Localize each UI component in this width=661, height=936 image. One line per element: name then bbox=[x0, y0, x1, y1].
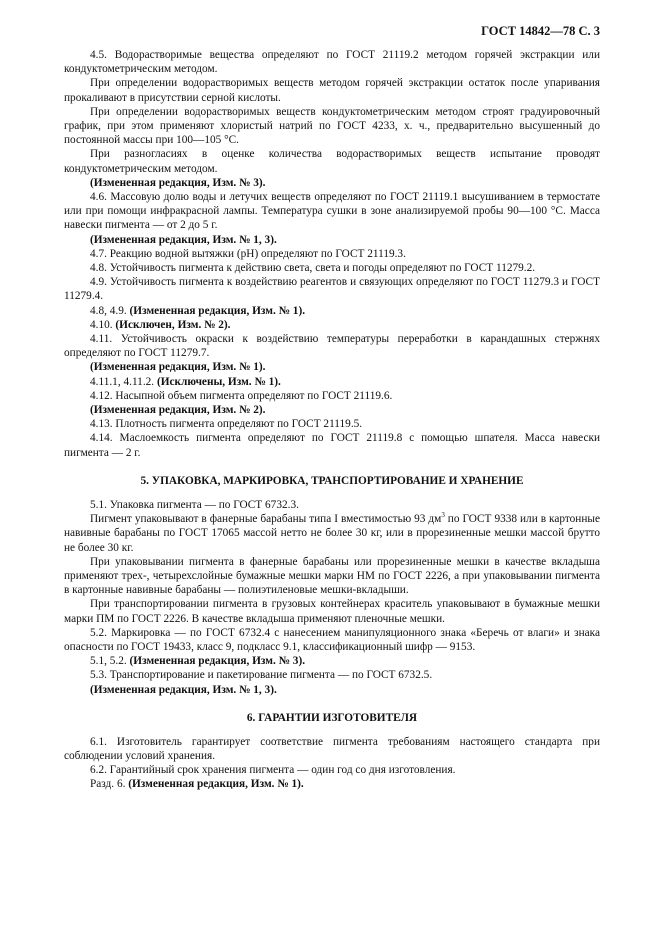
page-header: ГОСТ 14842—78 С. 3 bbox=[481, 24, 600, 38]
excluded-note: (Исключен, Изм. № 2). bbox=[115, 318, 231, 331]
revision-note-5-1-5-2 bbox=[64, 654, 600, 668]
clause-5-2: 5.2. Маркировка — по ГОСТ 6732.4 с нанесением манипуляционного знака «Беречь от влаги» и знака опасности по ГОСТ 19433, класс 9, подкласс 9.1, классификационный шифр — 9153. bbox=[64, 626, 600, 653]
clause-number: 4.10. bbox=[90, 318, 116, 331]
clause-5-1-paragraph bbox=[64, 512, 600, 555]
clause-4-13: 4.13. Плотность пигмента определяют по ГОСТ 21119.5. bbox=[90, 418, 363, 431]
clause-5-1-paragraph: При транспортировании пигмента в грузовых контейнерах краситель упаковывают в бумажные мешки марки ПМ по ГОСТ 2226. В качестве вкладыша применяют пленочные мешки. bbox=[64, 598, 600, 625]
revision-text: (Измененная редакция, Изм. № 3). bbox=[129, 655, 306, 668]
clause-4-11: 4.11. Устойчивость окраски к воздействию температуры переработки в карандашных стержнях определяют по ГОСТ 11279.7. bbox=[64, 333, 600, 360]
revision-note: (Измененная редакция, Изм. № 1, 3). bbox=[90, 233, 277, 246]
superscript: 3 bbox=[441, 511, 445, 520]
document-page bbox=[64, 24, 600, 792]
clause-numbers: 4.11.1, 4.11.2. bbox=[90, 375, 157, 388]
clause-6-2: 6.2. Гарантийный срок хранения пигмента — один год со дня изготовления. bbox=[90, 764, 456, 777]
text-part: по ГОСТ 9338 или в картонные навивные барабаны по ГОСТ 17065 массой нетто не более 30 кг, или в прорезиненные мешки массой брутто не более 30 кг. bbox=[64, 513, 600, 554]
revision-note-section-6 bbox=[64, 777, 600, 791]
clause-5-3: 5.3. Транспортирование и пакетирование пигмента — по ГОСТ 6732.5. bbox=[90, 669, 433, 682]
clause-4-5: 4.5. Водорастворимые вещества определяют по ГОСТ 21119.2 методом горячей экстракции или кондуктометрическим методом. bbox=[64, 49, 600, 76]
clause-4-7: 4.7. Реакцию водной вытяжки (рН) определяют по ГОСТ 21119.3. bbox=[90, 247, 406, 260]
clause-4-6: 4.6. Массовую долю воды и летучих веществ определяют по ГОСТ 21119.1 высушиванием в термостате или при помощи инфракрасной лампы. Температура сушки в зоне анализируемой пробы 90—100 °С. Масса навески пигмента — от 2 до 5 г. bbox=[64, 191, 600, 232]
clause-4-8: 4.8. Устойчивость пигмента к действию света, света и погоды определяют по ГОСТ 11279.2. bbox=[90, 262, 536, 275]
text-part: Пигмент упаковывают в фанерные барабаны типа I вместимостью 93 дм bbox=[90, 513, 442, 526]
clause-4-9: 4.9. Устойчивость пигмента к воздействию реагентов и связующих определяют по ГОСТ 11279.3 и ГОСТ 11279.4. bbox=[64, 276, 600, 303]
clause-4-5-paragraph: При разногласиях в оценке количества водорастворимых веществ испытание проводят кондуктометрическим методом. bbox=[64, 148, 600, 175]
clause-numbers: 4.8, 4.9. bbox=[90, 304, 130, 317]
section-5-heading: 5. УПАКОВКА, МАРКИРОВКА, ТРАНСПОРТИРОВАНИЕ И ХРАНЕНИЕ bbox=[140, 474, 524, 487]
revision-note: (Измененная редакция, Изм. № 3). bbox=[90, 176, 266, 189]
clause-numbers: 5.1, 5.2. bbox=[90, 655, 130, 668]
clause-4-5-paragraph: При определении водорастворимых веществ кондуктометрическим методом строят градуировочный график, при этом применяют хлористый натрий по ГОСТ 4233, х. ч., предварительно высушенный до постоянной массы при 100—105 °С. bbox=[64, 105, 600, 147]
clause-4-11-1-4-11-2 bbox=[64, 375, 600, 389]
revision-note: (Измененная редакция, Изм. № 2). bbox=[90, 404, 266, 417]
clause-6-1: 6.1. Изготовитель гарантирует соответствие пигмента требованиям настоящего стандарта при соблюдении условий хранения. bbox=[64, 735, 600, 762]
clause-5-1: 5.1. Упаковка пигмента — по ГОСТ 6732.3. bbox=[90, 498, 299, 511]
excluded-note: (Исключены, Изм. № 1). bbox=[156, 375, 281, 388]
revision-text: (Измененная редакция, Изм. № 1). bbox=[128, 778, 304, 791]
section-ref: Разд. 6. bbox=[90, 778, 129, 791]
clause-4-12: 4.12. Насыпной объем пигмента определяют по ГОСТ 21119.6. bbox=[90, 389, 393, 402]
revision-note: (Измененная редакция, Изм. № 1, 3). bbox=[90, 683, 277, 696]
clause-4-10 bbox=[64, 318, 600, 332]
clause-5-1-paragraph: При упаковывании пигмента в фанерные барабаны или прорезиненные мешки в качестве вкладыша применяют трех-, четырехслойные бумажные мешки марки НМ по ГОСТ 2226, а при упаковывании пигмента в картонные навивные барабаны — полиэтиленовые мешки-вкладыши. bbox=[64, 555, 600, 597]
revision-note: (Измененная редакция, Изм. № 1). bbox=[90, 361, 266, 374]
revision-text: (Измененная редакция, Изм. № 1). bbox=[129, 304, 306, 317]
section-6-heading: 6. ГАРАНТИИ ИЗГОТОВИТЕЛЯ bbox=[246, 711, 418, 724]
revision-note-4-8-4-9 bbox=[64, 304, 600, 318]
clause-4-14: 4.14. Маслоемкость пигмента определяют по ГОСТ 21119.8 с помощью шпателя. Масса навески пигмента — 2 г. bbox=[64, 432, 600, 459]
clause-4-5-paragraph: При определении водорастворимых веществ методом горячей экстракции остаток после упаривания прокаливают в присутствии серной кислоты. bbox=[64, 77, 600, 104]
